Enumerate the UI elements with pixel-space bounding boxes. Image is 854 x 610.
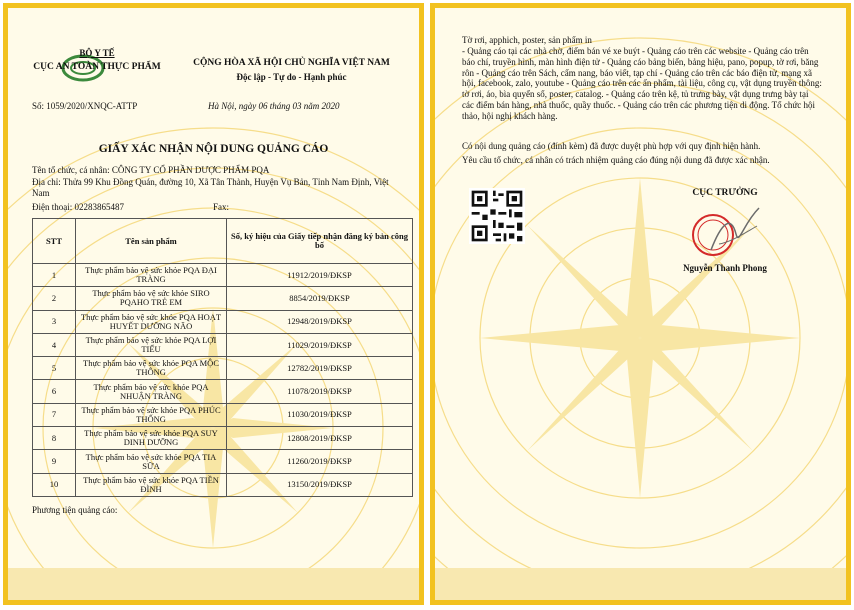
row-product-name: Thực phẩm bảo vệ sức khỏe PQA LỢI TIỂU xyxy=(76,333,227,356)
nation-title: CỘNG HÒA XÃ HỘI CHỦ NGHĨA VIỆT NAM xyxy=(193,58,390,68)
applicant-address: Địa chỉ: Thửa 99 Khu Đồng Quán, đường 10, Xã Tân Thành, Huyện Vụ Bản, Tỉnh Nam Định, Việt Nam xyxy=(32,177,389,198)
table-row xyxy=(33,450,413,473)
place-date: Hà Nội, ngày 06 tháng 03 năm 2020 xyxy=(208,101,340,111)
document-title: GIẤY XÁC NHẬN NỘI DUNG QUẢNG CÁO xyxy=(98,143,329,155)
product-table xyxy=(32,218,413,497)
row-stt: 9 xyxy=(33,450,76,473)
row-product-name: Thực phẩm bảo vệ sức khỏe PQA ĐẠI TRÀNG xyxy=(76,264,227,287)
right-page xyxy=(430,3,851,605)
row-stt: 10 xyxy=(33,473,76,496)
org-parent: BỘ Y TẾ xyxy=(79,48,115,58)
row-registration-code: 11078/2019/ĐKSP xyxy=(227,380,413,403)
row-stt: 7 xyxy=(33,403,76,426)
row-product-name: Thực phẩm bảo vệ sức khỏe PQA MỘC THÔNG xyxy=(76,357,227,380)
row-registration-code: 11912/2019/ĐKSP xyxy=(227,264,413,287)
table-row xyxy=(33,357,413,380)
row-product-name: Thực phẩm bảo vệ sức khỏe PQA TIỀN ĐÌNH xyxy=(76,473,227,496)
row-stt: 2 xyxy=(33,287,76,310)
applicant-fax: Fax: xyxy=(213,202,230,212)
row-stt: 6 xyxy=(33,380,76,403)
row-product-name: Thực phẩm bảo vệ sức khỏe PQA HOẠT HUYẾT DƯỠNG NÃO xyxy=(76,310,227,333)
applicant-name: Tên tổ chức, cá nhân: CÔNG TY CỔ PHẦN DƯỢC PHẨM PQA xyxy=(32,165,270,175)
official-seal-icon xyxy=(691,204,761,266)
applicant-phone: Điện thoại: 02283865487 xyxy=(32,202,124,212)
row-registration-code: 12808/2019/ĐKSP xyxy=(227,427,413,450)
qr-code-icon xyxy=(469,188,525,244)
row-registration-code: 12948/2019/ĐKSP xyxy=(227,310,413,333)
row-product-name: Thực phẩm bảo vệ sức khỏe PQA PHÚC THỐNG xyxy=(76,403,227,426)
advertising-means-label: Phương tiện quảng cáo: xyxy=(32,505,118,515)
responsibility-statement: Yêu cầu tổ chức, cá nhân có trách nhiệm quảng cáo đúng nội dung đã được xác nhận. xyxy=(462,155,770,165)
row-stt: 5 xyxy=(33,357,76,380)
table-row xyxy=(33,403,413,426)
row-stt: 3 xyxy=(33,310,76,333)
header-product-name: Tên sản phẩm xyxy=(76,219,227,264)
row-stt: 4 xyxy=(33,333,76,356)
table-row xyxy=(33,473,413,496)
header-registration-code: Số, ký hiệu của Giấy tiếp nhận đăng ký bản công bố xyxy=(227,219,413,264)
nation-motto: Độc lập - Tự do - Hạnh phúc xyxy=(236,72,347,82)
row-registration-code: 11260/2019/ĐKSP xyxy=(227,450,413,473)
director-title: CỤC TRƯỞNG xyxy=(692,188,758,198)
row-registration-code: 12782/2019/ĐKSP xyxy=(227,357,413,380)
row-product-name: Thực phẩm bảo vệ sức khỏe SIRO PQAHO TRẺ EM xyxy=(76,287,227,310)
table-header-row xyxy=(33,219,413,264)
table-row xyxy=(33,427,413,450)
row-registration-code: 8854/2019/ĐKSP xyxy=(227,287,413,310)
table-row xyxy=(33,310,413,333)
table-row xyxy=(33,264,413,287)
row-stt: 1 xyxy=(33,264,76,287)
header-stt: STT xyxy=(33,219,76,264)
nation-block xyxy=(174,58,409,82)
row-product-name: Thực phẩm bảo vệ sức khỏe PQA SUY DINH DƯỠNG xyxy=(76,427,227,450)
row-registration-code: 11030/2019/ĐKSP xyxy=(227,403,413,426)
media-list: - Quảng cáo tại các nhà chờ, điểm bán vé xe buýt - Quảng cáo trên các website - Quảng cáo trên báo chí, truyền hình, màn hình điện tử - Quảng cáo bảng biển, bảng hiệu, pano, popup, tờ rơi, băng rôn - Quảng cáo trên Sách, cẩm nang, báo viết, tạp chí - Quảng cáo trên các báo điện tử, mạng xã hội, facebook, zalo, youtube - Quảng cáo trên các ấn phẩm, tài liệu, công cụ, vật dụng truyền thông: tờ rơi, áo, bìa quyển sổ, poster, catalog. - Quảng cáo trên kệ, tủ trưng bày, vật dụng trưng bày tại các điểm bán hàng, nhà thuốc, quầy thuốc. - Quảng cáo trên các phương tiện di động. Tổ chức hội thảo, hội nghị khách hàng. xyxy=(462,46,822,121)
issuer-block xyxy=(22,48,172,72)
table-row xyxy=(33,333,413,356)
row-registration-code: 11029/2019/ĐKSP xyxy=(227,333,413,356)
document-number: Số: 1059/2020/XNQC-ATTP xyxy=(32,101,138,111)
approval-statement: Có nội dung quảng cáo (đính kèm) đã được duyệt phù hợp với quy định hiện hành. xyxy=(462,141,761,151)
row-product-name: Thực phẩm bảo vệ sức khỏe PQA NHUẬN TRÀNG xyxy=(76,380,227,403)
row-product-name: Thực phẩm bảo vệ sức khỏe PQA TIA SỮA xyxy=(76,450,227,473)
org-name: CỤC AN TOÀN THỰC PHẨM xyxy=(33,62,161,72)
table-row xyxy=(33,287,413,310)
table-row xyxy=(33,380,413,403)
row-stt: 8 xyxy=(33,427,76,450)
left-page xyxy=(3,3,424,605)
director-name: Nguyễn Thanh Phong xyxy=(683,263,767,273)
media-intro: Tờ rơi, apphich, poster, sản phẩm in xyxy=(462,35,592,45)
row-registration-code: 13150/2019/ĐKSP xyxy=(227,473,413,496)
